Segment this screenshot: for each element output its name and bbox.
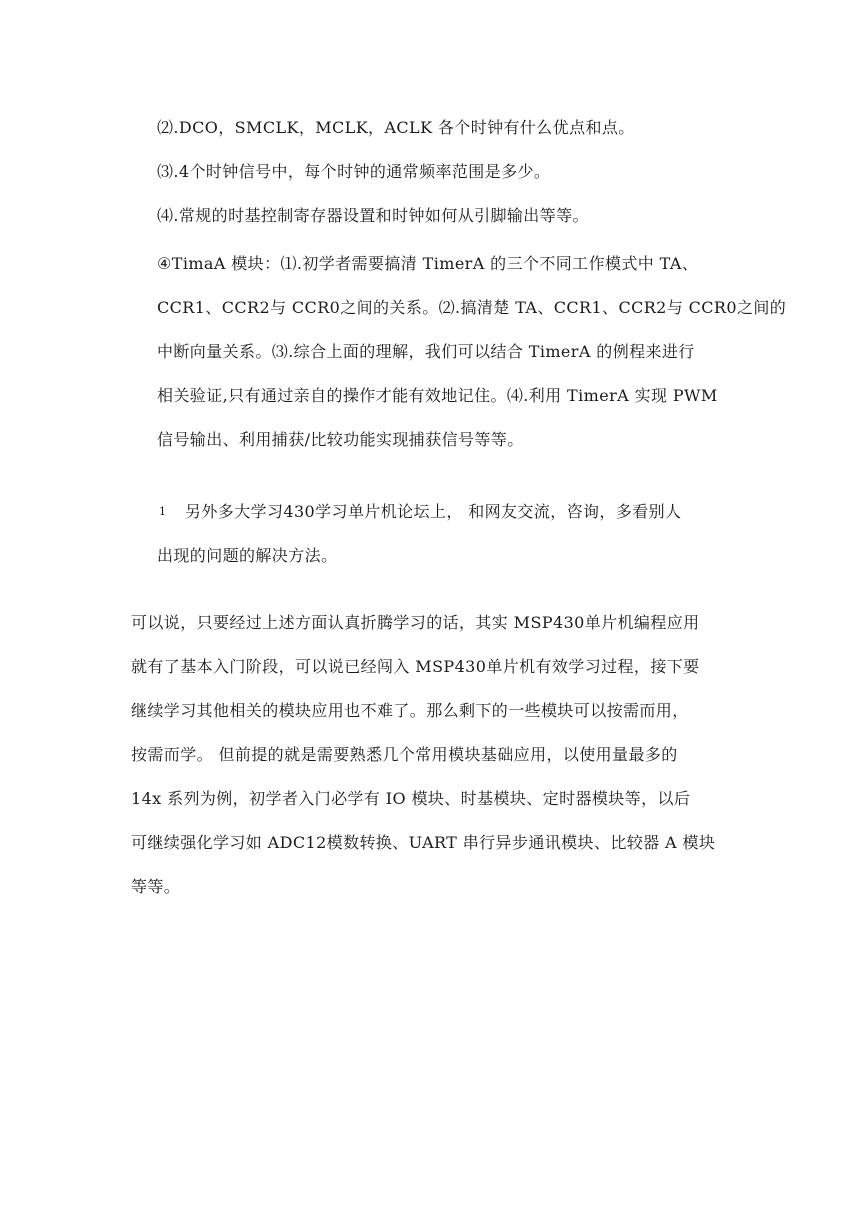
summary-line-5: 14x 系列为例，初学者入门必学有 IO 模块、时基模块、定时器模块等，以后 [131,789,691,808]
clock-frequency-line: ⑶.4个时钟信号中，每个时钟的通常频率范围是多少。 [157,162,551,181]
timera-paragraph-line-5: 信号输出、利用捕获/比较功能实现捕获信号等等。 [157,430,524,449]
clock-advantages-line: ⑵.DCO，SMCLK，MCLK，ACLK 各个时钟有什么优点和点。 [157,118,635,137]
timera-paragraph-line-4: 相关验证,只有通过亲自的操作才能有效地记住。⑷.利用 TimerA 实现 PWM [157,386,718,405]
clock-register-line: ⑷.常规的时基控制寄存器设置和时钟如何从引脚输出等等。 [157,206,589,225]
timera-paragraph-line-1: ④TimaA 模块：⑴.初学者需要搞清 TimerA 的三个不同工作模式中 TA、 [157,254,699,273]
forum-line-2: 出现的问题的解决方法。 [157,546,338,565]
summary-line-6: 可继续强化学习如 ADC12模数转换、UART 串行异步通讯模块、比较器 A 模块 [131,833,716,852]
summary-line-3: 继续学习其他相关的模块应用也不难了。那么剩下的一些模块可以按需而用， [131,701,689,720]
summary-line-2: 就有了基本入门阶段，可以说已经闯入 MSP430单片机有效学习过程，接下要 [131,657,700,676]
summary-line-7: 等等。 [131,877,181,896]
forum-line-1: 另外多大学习430学习单片机论坛上， 和网友交流，咨询，多看别人 [185,502,682,521]
bullet-marker: 1 [159,505,166,518]
summary-line-4: 按需而学。 但前提的就是需要熟悉几个常用模块基础应用，以使用量最多的 [131,745,678,764]
timera-paragraph-line-3: 中断向量关系。⑶.综合上面的理解，我们可以结合 TimerA 的例程来进行 [157,342,695,361]
timera-paragraph-line-2: CCR1、CCR2与 CCR0之间的关系。⑵.搞清楚 TA、CCR1、CCR2与 CCR0之间的 [157,298,787,317]
summary-line-1: 可以说，只要经过上述方面认真折腾学习的话，其实 MSP430单片机编程应用 [131,613,700,632]
